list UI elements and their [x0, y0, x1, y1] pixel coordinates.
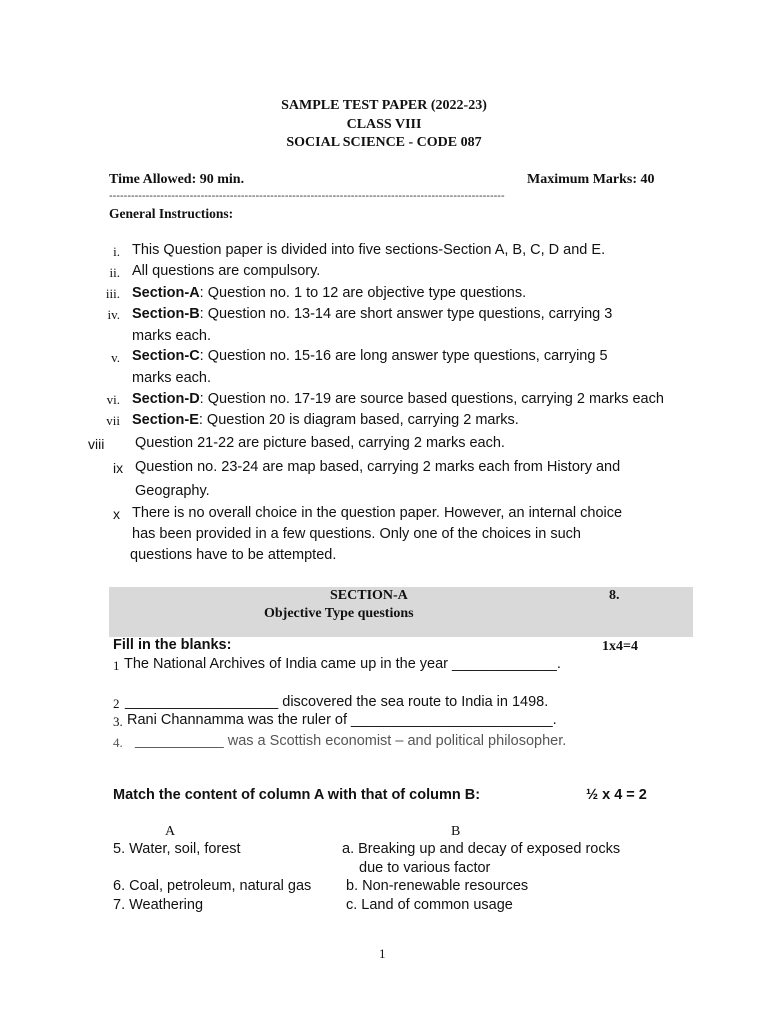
column-a-item: 7. Weathering — [113, 897, 204, 913]
maximum-marks: Maximum Marks: 40 — [527, 172, 655, 187]
instruction-text: marks each. — [132, 370, 211, 386]
instruction-number: ii. — [109, 265, 120, 280]
section-a-marks: 8. — [609, 588, 620, 603]
instruction-text: Section-A: Question no. 1 to 12 are objective type questions. — [132, 285, 527, 301]
question-number: 3. — [113, 714, 123, 729]
instruction-number: viii — [88, 436, 105, 452]
instruction-number: vii — [106, 413, 120, 428]
instruction-text: questions have to be attempted. — [130, 547, 337, 563]
match-marks: ½ x 4 = 2 — [586, 787, 647, 803]
instruction-number: v. — [111, 350, 120, 365]
instruction-text: Section-C: Question no. 15-16 are long answer type questions, carrying 5 — [132, 348, 608, 364]
divider-line: ------------------------------------------------------------------------------------------------------------ — [109, 190, 505, 202]
question-text: ___________ was a Scottish economist – and political philosopher. — [135, 733, 567, 749]
section-a-title: SECTION-A — [330, 588, 408, 603]
instruction-text: Section-E: Question 20 is diagram based, carrying 2 marks. — [132, 412, 519, 428]
fill-blanks-marks: 1x4=4 — [602, 639, 638, 654]
question-text: ___________________ discovered the sea route to India in 1498. — [125, 694, 549, 710]
column-a-item: 5. Water, soil, forest — [113, 841, 241, 857]
instruction-text: Section-D: Question no. 17-19 are source based questions, carrying 2 marks each — [132, 391, 664, 407]
instruction-text: marks each. — [132, 328, 211, 344]
column-b-item: a. Breaking up and decay of exposed rocks — [342, 841, 621, 857]
instruction-number: iii. — [105, 286, 120, 301]
instruction-text: Question no. 23-24 are map based, carrying 2 marks each from History and — [135, 459, 621, 475]
time-allowed: Time Allowed: 90 min. — [109, 172, 245, 187]
column-b-header: B — [451, 824, 461, 839]
column-b-item: c. Land of common usage — [346, 897, 513, 913]
page-number: 1 — [379, 946, 386, 961]
column-a-header: A — [165, 824, 176, 839]
instruction-text: All questions are compulsory. — [132, 263, 321, 279]
column-b-item-continued: due to various factor — [359, 860, 491, 876]
instruction-text: Section-B: Question no. 13-14 are short answer type questions, carrying 3 — [132, 306, 613, 322]
question-text: The National Archives of India came up in the year _____________. — [124, 656, 561, 672]
column-a-item: 6. Coal, petroleum, natural gas — [113, 878, 312, 894]
instruction-text: There is no overall choice in the question paper. However, an internal choice — [132, 505, 623, 521]
question-number: 4. — [113, 735, 123, 750]
question-number: 2 — [113, 696, 120, 711]
instruction-number: x — [113, 506, 120, 522]
question-text: Rani Channamma was the ruler of _________________________. — [127, 712, 557, 728]
instruction-text: This Question paper is divided into five sections-Section A, B, C, D and E. — [132, 242, 606, 258]
paper-title: SAMPLE TEST PAPER (2022-23) — [281, 98, 487, 113]
instruction-text: Question 21-22 are picture based, carrying 2 marks each. — [135, 435, 505, 451]
fill-blanks-heading: Fill in the blanks: — [113, 637, 232, 653]
instructions-heading: General Instructions: — [109, 206, 234, 221]
section-a-subtitle: Objective Type questions — [264, 606, 414, 621]
instruction-number: ix — [113, 460, 124, 476]
instruction-number: vi. — [106, 392, 120, 407]
instruction-number: i. — [113, 244, 120, 259]
column-b-item: b. Non-renewable resources — [346, 878, 529, 894]
class-label: CLASS VIII — [346, 117, 422, 132]
subject-code: SOCIAL SCIENCE - CODE 087 — [286, 135, 482, 150]
match-heading: Match the content of column A with that of column B: — [113, 787, 481, 803]
instruction-number: iv. — [107, 307, 120, 322]
question-number: 1 — [113, 658, 120, 673]
instruction-text: Geography. — [135, 483, 210, 499]
instruction-text: has been provided in a few questions. Only one of the choices in such — [132, 526, 581, 542]
